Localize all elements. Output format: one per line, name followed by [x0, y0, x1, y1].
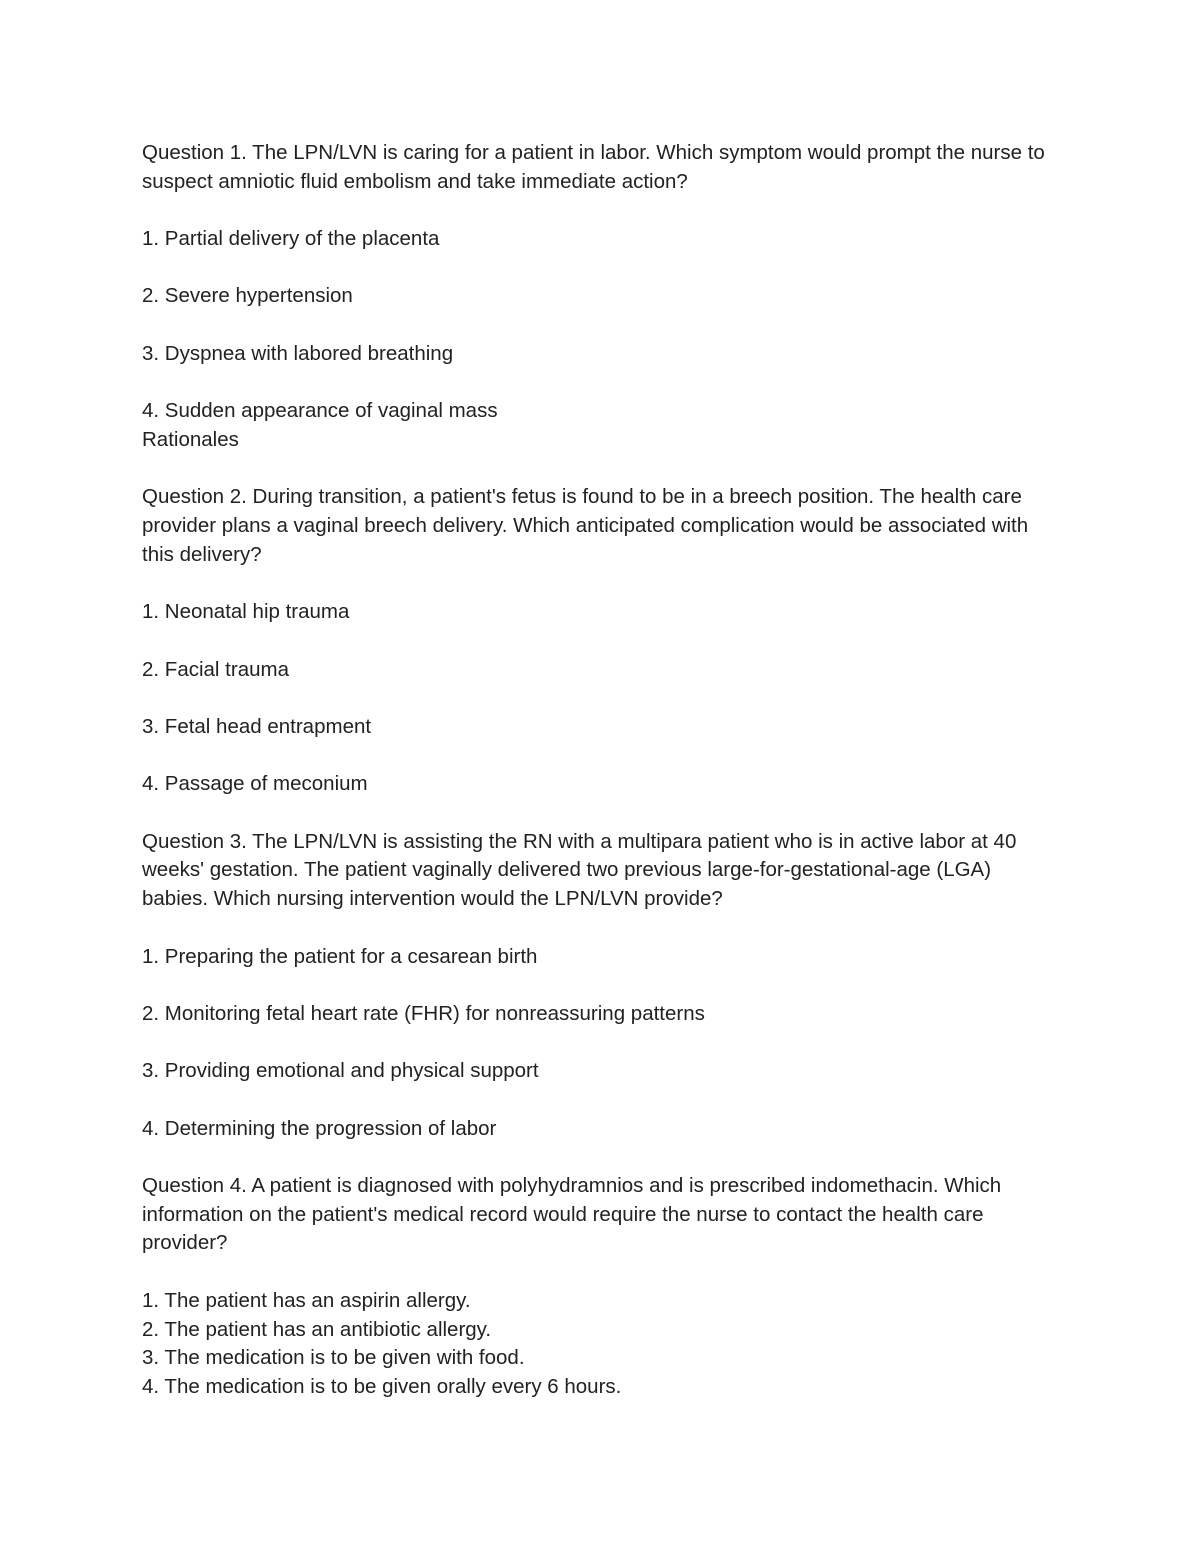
question-2-option-3: 3. Fetal head entrapment — [142, 714, 372, 738]
question-3-text: Question 3. The LPN/LVN is assisting the RN with a multipara patient who is in active labor at 40 weeks' gestation. The patient vaginally delivered two previous large-for-gestational-age (LGA) babies. Which nursing intervention would the LPN/LVN provide? — [142, 829, 1017, 911]
question-2-option-4: 4. Passage of meconium — [142, 772, 368, 796]
question-2-text: Question 2. During transition, a patient's fetus is found to be in a breech position. The health care provider plans a vaginal breech delivery. Which anticipated complication would be associated with this delivery? — [142, 485, 1029, 566]
question-4-option-3: 3. The medication is to be given with food. — [142, 1346, 525, 1370]
question-4-text: Question 4. A patient is diagnosed with polyhydramnios and is prescribed indomethacin. Which information on the patient's medical record would require the nurse to contact the health care provider? — [142, 1174, 1002, 1255]
question-3-option-2: 2. Monitoring fetal heart rate (FHR) for nonreassuring patterns — [142, 1001, 705, 1025]
question-2-option-1: 1. Neonatal hip trauma — [142, 600, 350, 624]
question-1-text: Question 1. The LPN/LVN is caring for a patient in labor. Which symptom would prompt the nurse to suspect amniotic fluid embolism and take immediate action? — [142, 141, 1045, 193]
question-4-option-4: 4. The medication is to be given orally every 6 hours. — [142, 1374, 622, 1398]
question-1-option-3: 3. Dyspnea with labored breathing — [142, 341, 454, 365]
question-4-option-1: 1. The patient has an aspirin allergy. — [142, 1288, 471, 1312]
rationales-label: Rationales — [142, 427, 239, 451]
document-body — [142, 139, 1062, 1402]
question-1-option-4: 4. Sudden appearance of vaginal mass — [142, 399, 498, 423]
question-2-option-2: 2. Facial trauma — [142, 657, 289, 681]
question-3-option-3: 3. Providing emotional and physical support — [142, 1059, 539, 1083]
question-4-option-2: 2. The patient has an antibiotic allergy. — [142, 1317, 492, 1341]
question-3-option-4: 4. Determining the progression of labor — [142, 1116, 497, 1140]
question-1-option-1: 1. Partial delivery of the placenta — [142, 227, 440, 251]
question-1-option-2: 2. Severe hypertension — [142, 284, 353, 308]
question-3-option-1: 1. Preparing the patient for a cesarean birth — [142, 944, 538, 968]
